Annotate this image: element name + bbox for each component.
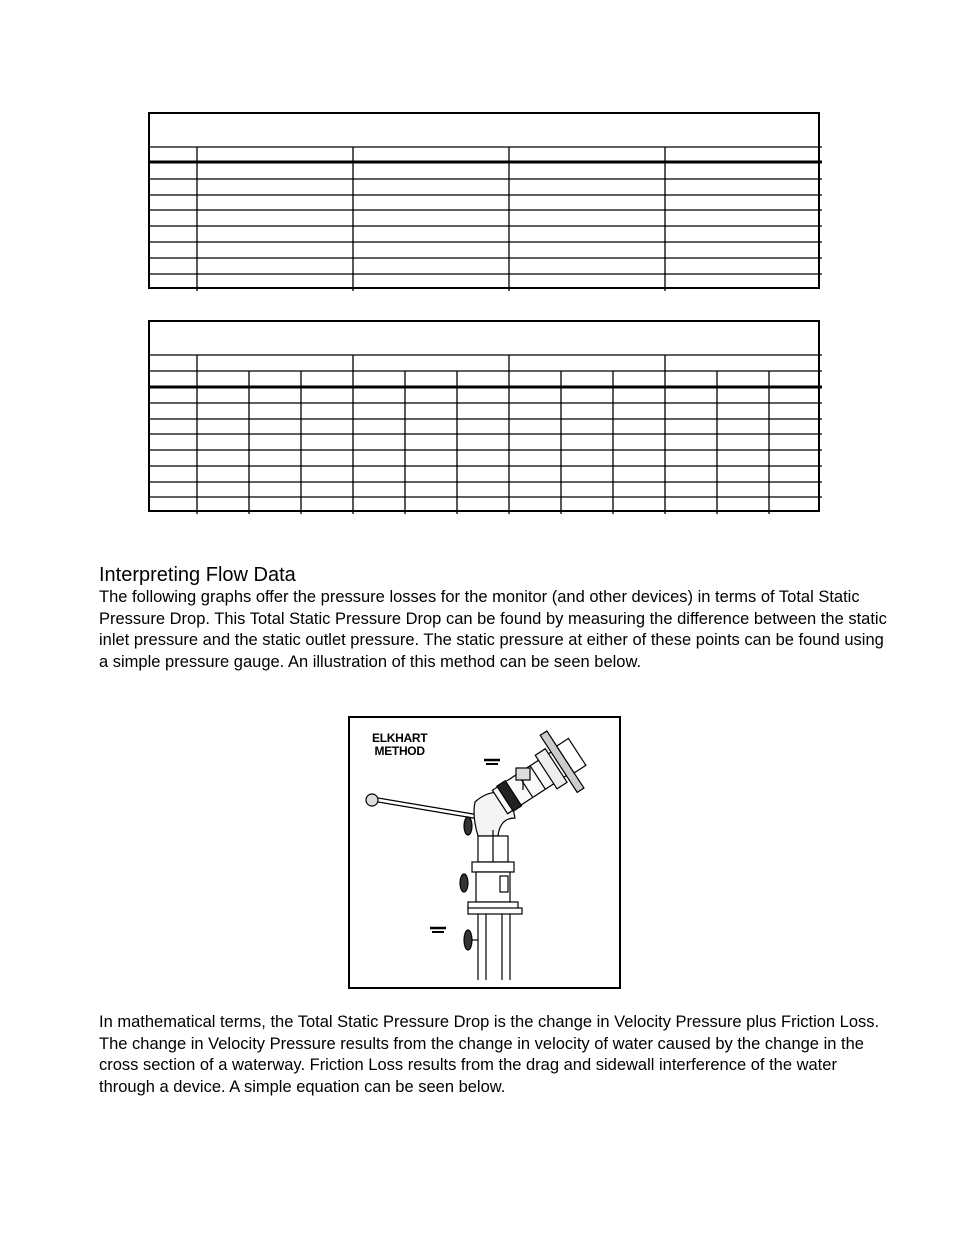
elkhart-method-figure <box>348 716 621 989</box>
monitor-illustration <box>350 718 619 987</box>
flow-table-2 <box>148 320 820 512</box>
paragraph-math-terms: In mathematical terms, the Total Static Pressure Drop is the change in Velocity Pressure plus Friction Loss. The change in Velocity Pressure results from the change in velocity of water caused by the change in the cross section of a waterway. Friction Loss results from the drag and sidewall interference of the water through a device. A simple equation can be seen below. <box>99 1013 880 1096</box>
paragraph-static-pressure: The following graphs offer the pressure losses for the monitor (and other devices) in terms of Total Static Pressure Drop. This Total Static Pressure Drop can be found by measuring the difference between the static inlet pressure and the static outlet pressure. The static pressure at either of these points can be found using a simple pressure gauge. An illustration of this method can be seen below. <box>99 588 887 671</box>
flow-table-1-grid <box>150 114 822 291</box>
figure-title-line2: METHOD <box>374 744 425 758</box>
flow-table-1 <box>148 112 820 289</box>
section-heading: Interpreting Flow Data <box>99 564 296 586</box>
figure-title <box>372 732 427 758</box>
figure-title-line1: ELKHART <box>372 731 428 745</box>
flow-table-2-grid <box>150 322 822 514</box>
